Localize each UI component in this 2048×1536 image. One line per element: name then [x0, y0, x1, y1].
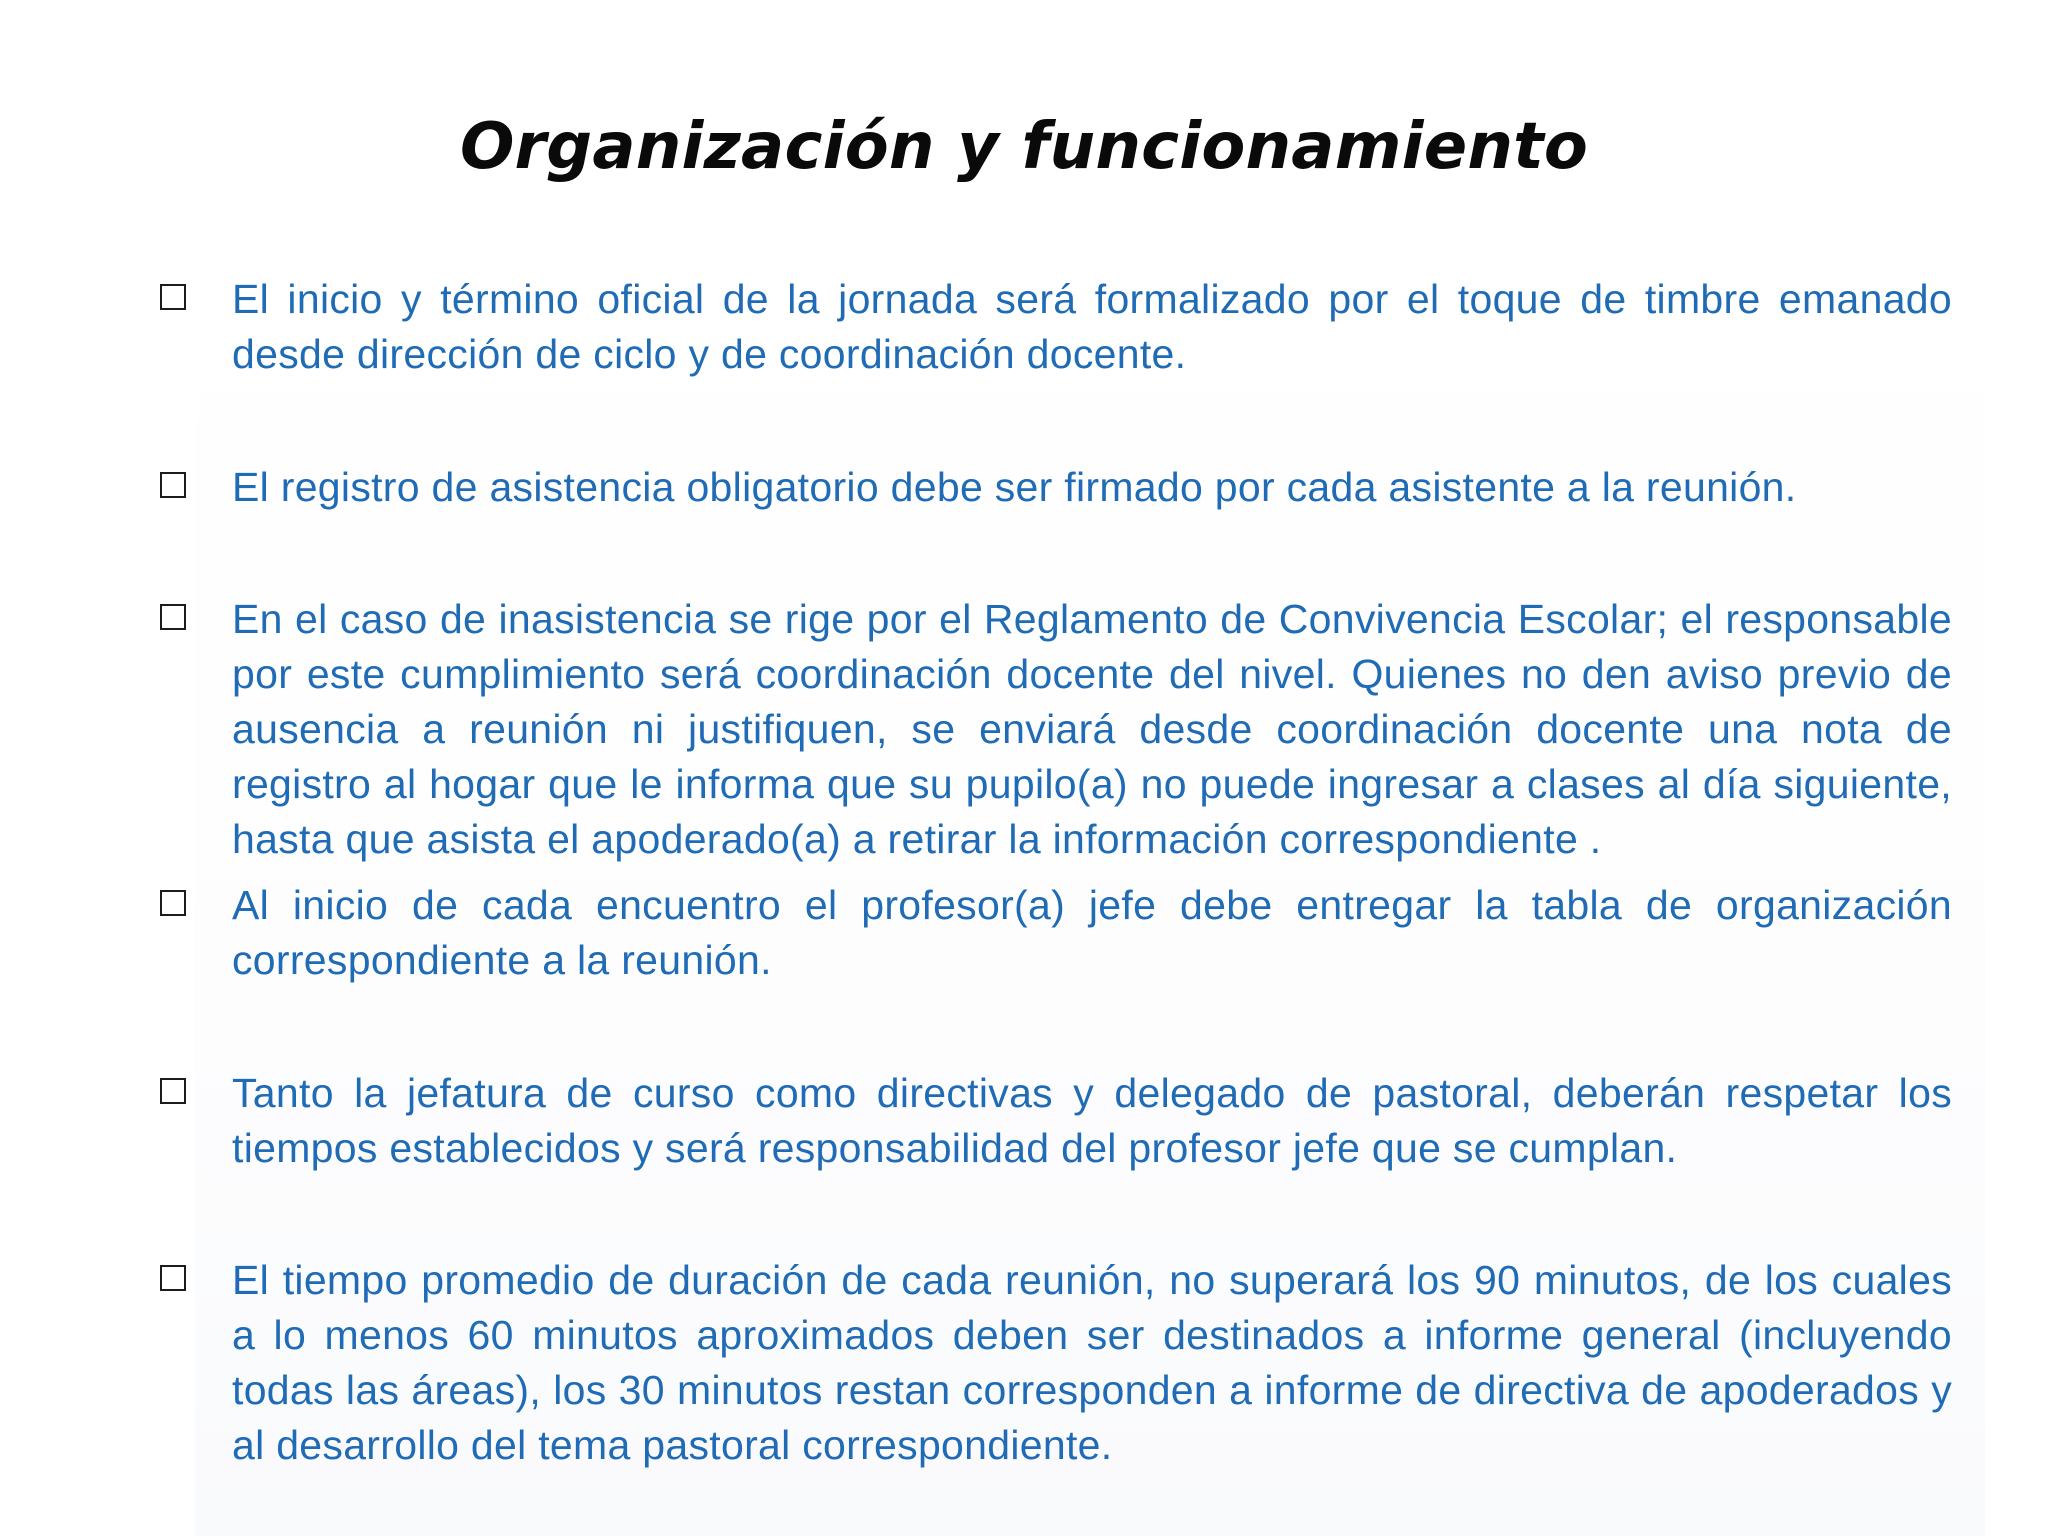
- checkbox-icon: [160, 284, 186, 310]
- bullet-text: El inicio y término oficial de la jornada será formalizado por el toque de timbre emanado desde dirección de ciclo y de coordinación docente.: [232, 276, 1952, 377]
- checkbox-icon: [160, 1078, 186, 1104]
- checkbox-icon: [160, 472, 186, 498]
- slide-title: Organización y funcionamiento: [459, 110, 1589, 184]
- bullet-text: El tiempo promedio de duración de cada reunión, no superará los 90 minutos, de los cuales a lo menos 60 minutos aproximados deben ser destinados a informe general (incluyendo todas las áreas), los 30 minutos restan corresponden a informe de directiva de apoderados y al desarrollo del tema pastoral correspondiente.: [232, 1257, 1952, 1468]
- checkbox-icon: [160, 604, 186, 630]
- bullet-text: Tanto la jefatura de curso como directivas y delegado de pastoral, deberán respetar los tiempos establecidos y será responsabilidad del profesor jefe que se cumplan.: [232, 1070, 1952, 1171]
- bullet-text: Al inicio de cada encuentro el profesor(a) jefe debe entregar la tabla de organización correspondiente a la reunión.: [232, 882, 1952, 983]
- checkbox-icon: [160, 890, 186, 916]
- bullet-text: En el caso de inasistencia se rige por el Reglamento de Convivencia Escolar; el responsable por este cumplimiento será coordinación docente del nivel. Quienes no den aviso previo de ausencia a reunión ni justifiquen, se enviará desde coordinación docente una nota de registro al hogar que le informa que su pupilo(a) no puede ingresar a clases al día siguiente, hasta que asista el apoderado(a) a retirar la información correspondiente .: [232, 596, 1952, 862]
- bullet-text: El registro de asistencia obligatorio debe ser firmado por cada asistente a la reunión.: [232, 464, 1797, 510]
- checkbox-icon: [160, 1265, 186, 1291]
